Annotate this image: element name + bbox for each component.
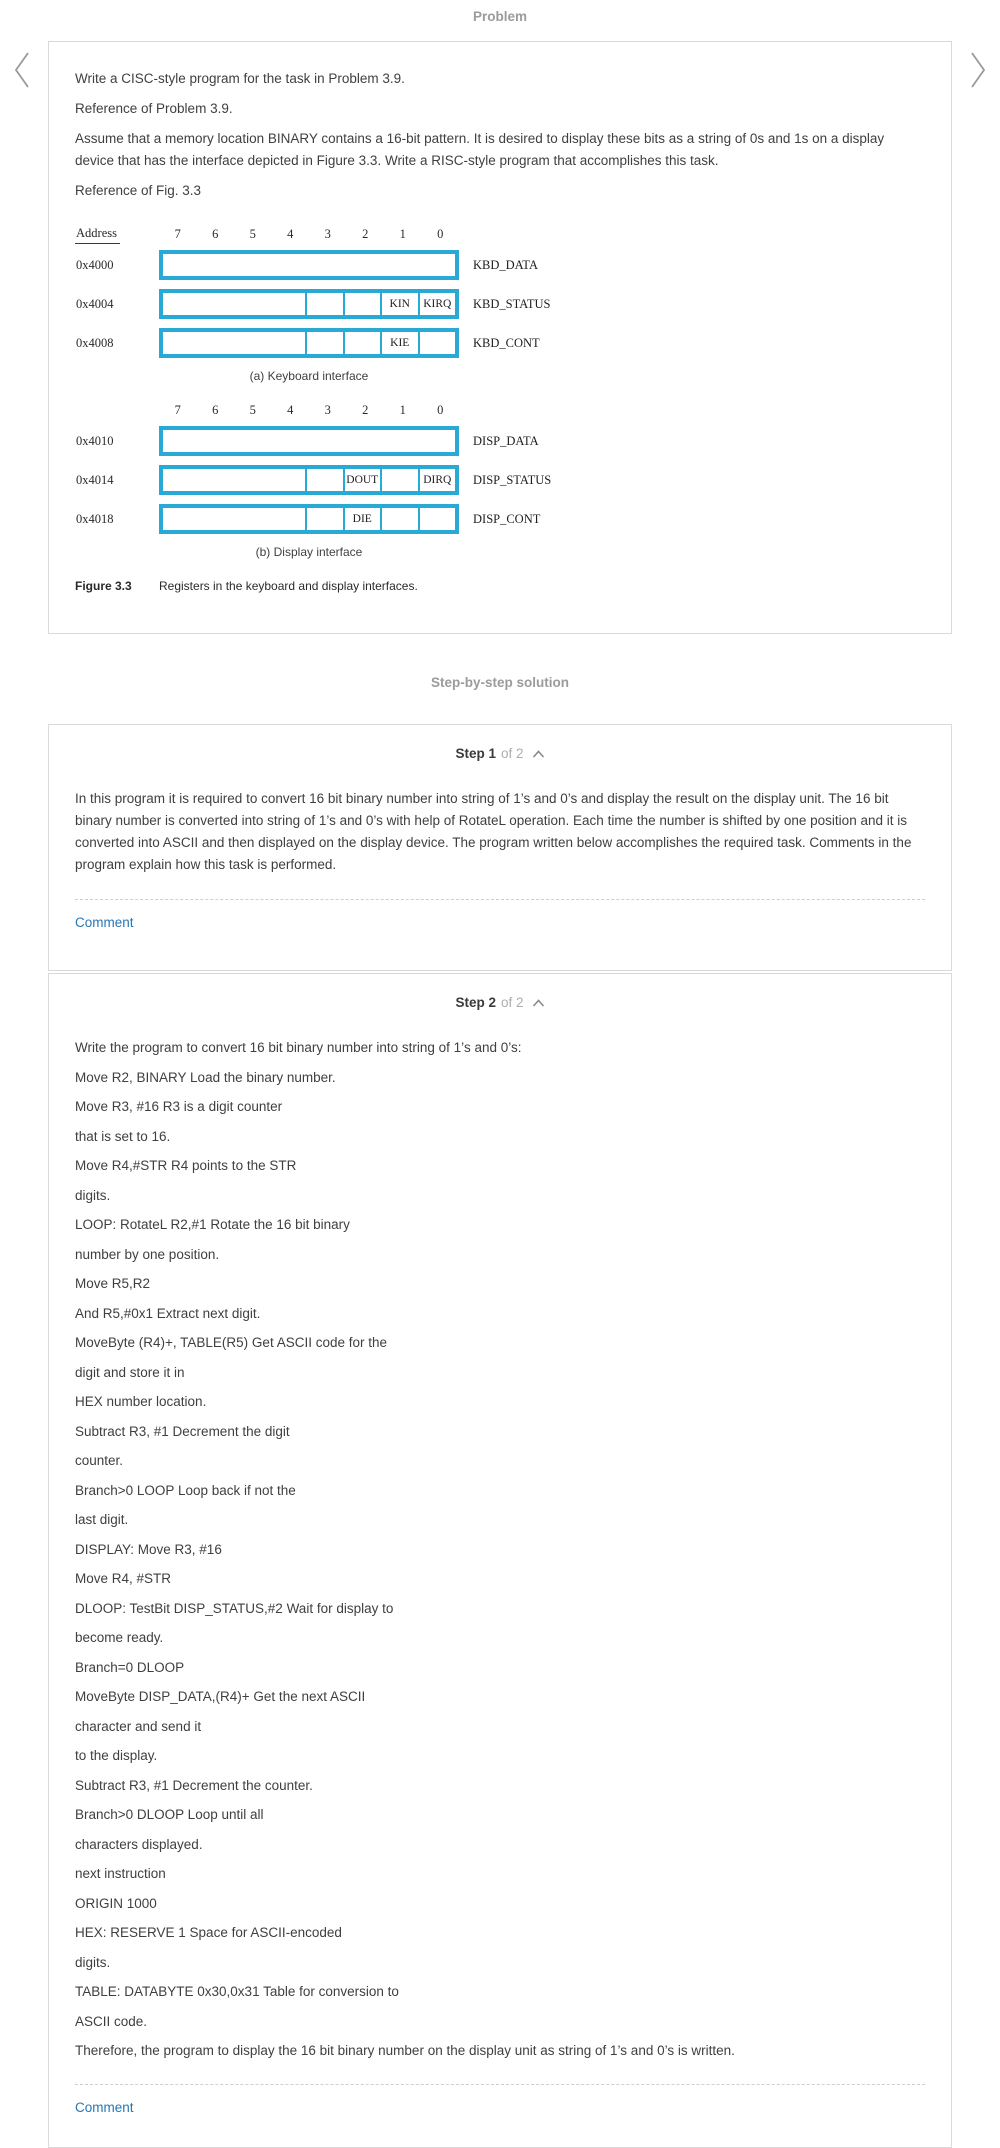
program-line: last digit.: [75, 1512, 129, 1527]
register-address: 0x4008: [76, 335, 114, 350]
register-row: [75, 426, 925, 456]
register-box: [159, 250, 459, 280]
register-name: KBD_CONT: [473, 335, 540, 350]
program-line: counter.: [75, 1453, 124, 1468]
bit-label: 6: [212, 227, 219, 241]
register-box: [159, 289, 459, 319]
register-address: 0x4010: [76, 433, 114, 448]
register-bit-cell: DOUT: [343, 469, 381, 491]
register-bit-cell: [343, 332, 381, 354]
program-line: character and send it: [75, 1718, 202, 1734]
divider: [75, 2084, 925, 2085]
register-bit-cell: [163, 293, 305, 315]
keyboard-interface-caption: (a) Keyboard interface: [249, 369, 369, 383]
comment-link[interactable]: Comment: [75, 915, 134, 930]
chevron-right-icon: [968, 50, 988, 90]
problem-card: [48, 41, 952, 634]
problem-heading: Problem: [472, 9, 527, 24]
register-bit-cell: KIE: [380, 332, 418, 354]
program-line: to the display.: [75, 1748, 158, 1763]
next-problem-button[interactable]: [968, 50, 988, 93]
program-line: Branch=0 DLOOP: [75, 1659, 185, 1675]
figure-caption-text: Registers in the keyboard and display interfaces.: [159, 579, 418, 593]
step-title: Step 1: [455, 746, 496, 761]
program-line: digits.: [75, 1187, 111, 1203]
step-count: of 2: [500, 995, 524, 1010]
step-title: Step 2: [455, 995, 496, 1010]
program-line: Branch>0 DLOOP Loop until all: [75, 1807, 264, 1822]
register-bit-cell: [305, 469, 343, 491]
divider: [75, 899, 925, 900]
register-row: [75, 328, 925, 358]
address-column-label: Address: [75, 226, 120, 244]
program-line: Move R3, #16 R3 is a digit counter: [75, 1099, 283, 1114]
bit-number-row: [159, 403, 459, 418]
program-line: Move R5,R2: [75, 1276, 151, 1291]
register-name: DISP_DATA: [473, 433, 539, 448]
program-line: Move R4,#STR R4 points to the STR: [75, 1158, 297, 1173]
program-line: LOOP: RotateL R2,#1 Rotate the 16 bit binary: [75, 1217, 350, 1232]
register-box: [159, 426, 459, 456]
bit-label: 0: [437, 403, 444, 417]
program-line: MoveByte DISP_DATA,(R4)+ Get the next ASCII: [75, 1689, 366, 1704]
bit-label: 1: [399, 403, 406, 417]
problem-text: Write a CISC-style program for the task in Problem 3.9.: [75, 71, 405, 86]
bit-label: 2: [362, 403, 369, 417]
bit-label: 3: [324, 227, 331, 241]
register-bit-cell: [305, 332, 343, 354]
register-box: [159, 328, 459, 358]
register-bit-cell: [305, 293, 343, 315]
register-bit-cell: DIE: [343, 508, 381, 530]
register-row: [75, 504, 925, 534]
problem-text: Reference of Problem 3.9.: [75, 101, 233, 116]
bit-number-row: [159, 227, 459, 242]
register-bit-cell: [163, 508, 305, 530]
register-figure: [75, 224, 925, 593]
comment-link[interactable]: Comment: [75, 2100, 134, 2115]
program-line: TABLE: DATABYTE 0x30,0x31 Table for conversion to: [75, 1984, 399, 1999]
register-bit-cell: [380, 469, 418, 491]
bit-label: 5: [249, 403, 256, 417]
solution-heading: Step-by-step solution: [431, 675, 569, 690]
collapse-chevron-icon[interactable]: [532, 750, 545, 759]
program-line: number by one position.: [75, 1246, 220, 1262]
step-1-header[interactable]: [75, 746, 925, 761]
figure-header: [75, 224, 925, 242]
bit-label: 6: [212, 403, 219, 417]
bit-label: 4: [287, 403, 294, 417]
register-bit-cell: [418, 508, 456, 530]
step-1-text: In this program it is required to convert 16 bit binary number into string of 1’s and 0’s and display the result on the display unit. The 16 bit binary number is converted into string of 1’s and 0’s with help of RotateL operation. Each time the number is shifted by one position and it is converted into ASCII and then displayed on the display device. The program written below accomplishes the required task. Comments in the program explain how this task is performed.: [75, 791, 912, 872]
program-line: become ready.: [75, 1630, 164, 1645]
register-address: 0x4014: [76, 472, 114, 487]
step-1-card: [48, 724, 952, 971]
register-bit-cell: DIRQ: [418, 469, 456, 491]
program-line: Write the program to convert 16 bit binary number into string of 1’s and 0’s:: [75, 1040, 522, 1055]
program-line: next instruction: [75, 1866, 166, 1881]
step-count: of 2: [500, 746, 524, 761]
program-line: HEX number location.: [75, 1394, 207, 1409]
step-2-header[interactable]: [75, 995, 925, 1010]
display-interface-caption: (b) Display interface: [255, 545, 363, 559]
register-bit-cell: [418, 332, 456, 354]
bit-label: 3: [324, 403, 331, 417]
program-line: digit and store it in: [75, 1364, 185, 1380]
program-line: that is set to 16.: [75, 1128, 171, 1144]
register-row: [75, 465, 925, 495]
register-bit-cell: [305, 508, 343, 530]
register-bit-cell: KIRQ: [418, 293, 456, 315]
program-line: DISPLAY: Move R3, #16: [75, 1541, 222, 1557]
register-bit-cell: [163, 332, 305, 354]
register-name: KBD_STATUS: [473, 296, 551, 311]
program-line: ORIGIN 1000: [75, 1895, 157, 1911]
register-bit-cell: [163, 469, 305, 491]
program-line: Subtract R3, #1 Decrement the digit: [75, 1423, 290, 1439]
register-bit-cell: [343, 293, 381, 315]
problem-text: Assume that a memory location BINARY contains a 16-bit pattern. It is desired to display these bits as a string of 0s and 1s on a display device that has the interface depicted in Figure 3.3. Write a RISC-style program that accomplishes this task.: [75, 131, 885, 168]
program-line: DLOOP: TestBit DISP_STATUS,#2 Wait for display to: [75, 1600, 394, 1616]
register-address: 0x4018: [76, 511, 114, 526]
figure-caption: [75, 579, 925, 593]
prev-problem-button[interactable]: [12, 50, 32, 93]
program-line: Subtract R3, #1 Decrement the counter.: [75, 1777, 313, 1793]
program-listing: [75, 1037, 925, 2061]
register-name: DISP_CONT: [473, 511, 541, 526]
program-line: Therefore, the program to display the 16 bit binary number on the display unit as string of 1’s and 0’s is written.: [75, 2043, 735, 2058]
program-line: Move R2, BINARY Load the binary number.: [75, 1069, 336, 1085]
register-row: [75, 289, 925, 319]
bit-label: 0: [437, 227, 444, 241]
problem-text: Reference of Fig. 3.3: [75, 183, 202, 198]
register-address: 0x4004: [76, 296, 114, 311]
program-line: digits.: [75, 1954, 111, 1970]
program-line: Move R4, #STR: [75, 1571, 172, 1586]
register-bit-cell: KIN: [380, 293, 418, 315]
program-line: And R5,#0x1 Extract next digit.: [75, 1305, 261, 1321]
bit-label: 5: [249, 227, 256, 241]
bit-label: 4: [287, 227, 294, 241]
program-line: Branch>0 LOOP Loop back if not the: [75, 1482, 296, 1498]
bit-label: 2: [362, 227, 369, 241]
program-line: MoveByte (R4)+, TABLE(R5) Get ASCII code for the: [75, 1335, 388, 1350]
bit-label: 7: [174, 403, 181, 417]
program-line: HEX: RESERVE 1 Space for ASCII-encoded: [75, 1925, 342, 1940]
register-name: DISP_STATUS: [473, 472, 552, 487]
chevron-left-icon: [12, 50, 32, 90]
register-box: [159, 504, 459, 534]
register-bit-cell: [380, 508, 418, 530]
collapse-chevron-icon[interactable]: [532, 999, 545, 1008]
register-box: [159, 465, 459, 495]
bit-label: 1: [399, 227, 406, 241]
register-name: KBD_DATA: [473, 257, 538, 272]
program-line: characters displayed.: [75, 1836, 203, 1852]
register-address: 0x4000: [76, 257, 114, 272]
bit-label: 7: [174, 227, 181, 241]
step-2-card: [48, 973, 952, 2148]
register-row: [75, 250, 925, 280]
figure-number: Figure 3.3: [75, 579, 132, 593]
program-line: ASCII code.: [75, 2013, 148, 2029]
